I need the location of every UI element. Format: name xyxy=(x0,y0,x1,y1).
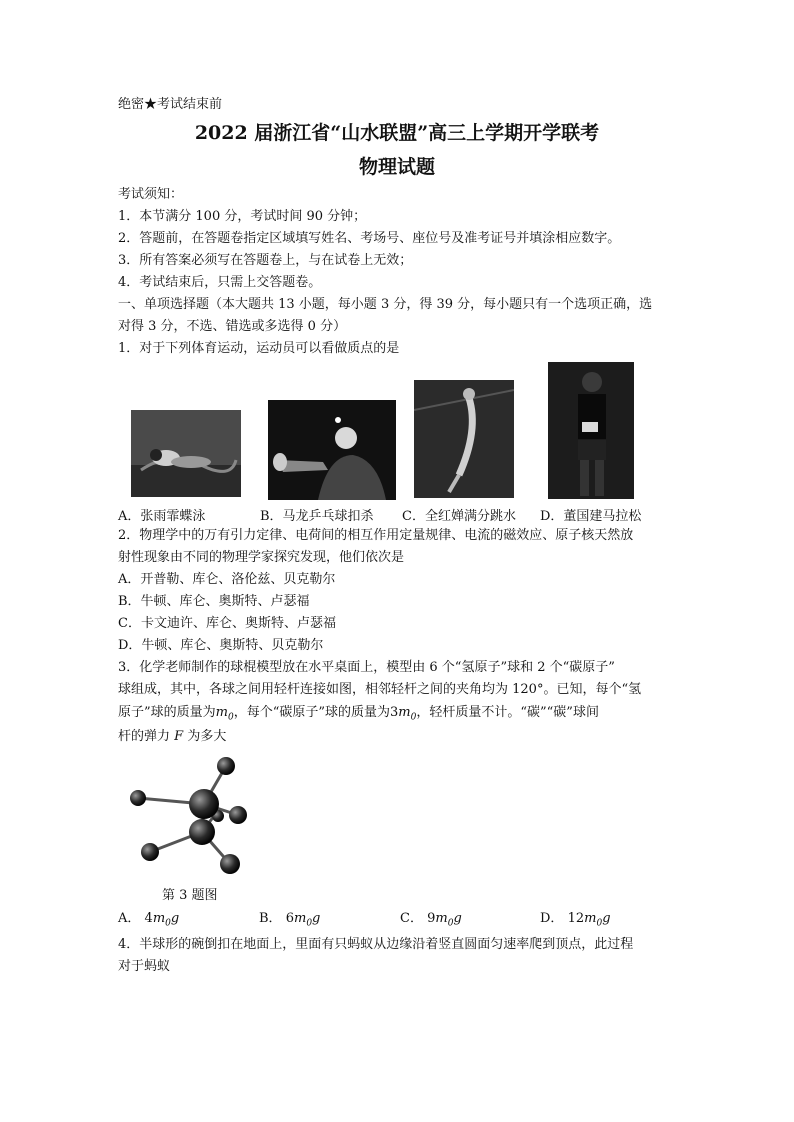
confidential-mark: 绝密★考试结束前 xyxy=(118,97,223,112)
notice-item: 3．所有答案必须写在答题卷上，与在试卷上无效； xyxy=(118,253,413,268)
question-3-mass-line: 原子”球的质量为$m_0$，每个“碳原子”球的质量为$3m_0$，轻杆质量不计。“碳”“碳”球间 xyxy=(118,705,599,723)
hydrogen-ball xyxy=(130,790,146,806)
question-2-stem-cont: 射性现象由不同的物理学家探究发现，他们依次是 xyxy=(118,550,405,565)
table-tennis-photo xyxy=(268,400,396,500)
section-heading-cont: 对得 3 分，不选、错选或多选得 0 分） xyxy=(118,319,347,334)
notice-item: 2．答题前，在答题卷指定区域填写姓名、考场号、座位号及准考证号并填涂相应数字。 xyxy=(118,231,621,246)
hydrogen-ball xyxy=(229,806,247,824)
q2-option-a: A．开普勒、库仑、洛伦兹、贝克勒尔 xyxy=(118,572,336,587)
m0-symbol: $m_0$ xyxy=(215,705,234,723)
q1-option-d: D．董国建马拉松 xyxy=(540,509,642,524)
carbon-ball xyxy=(189,819,215,845)
question-4-stem-cont: 对于蚂蚁 xyxy=(118,959,171,974)
figure-caption: 第 3 题图 xyxy=(162,888,218,903)
section-heading: 一、单项选择题（本大题共 13 小题，每小题 3 分，得 39 分，每小题只有一个选项正确，选 xyxy=(118,297,653,312)
hydrogen-ball xyxy=(220,854,240,874)
q2-option-b: B．牛顿、库仑、奥斯特、卢瑟福 xyxy=(118,594,310,609)
question-3-stem: 3．化学老师制作的球棍模型放在水平桌面上，模型由 6 个“氢原子”球和 2 个“碳原子” xyxy=(118,660,615,675)
q3-option-b: B． $6m_0g$ xyxy=(259,911,321,929)
notice-heading: 考试须知： xyxy=(118,187,184,202)
q2-option-c: C．卡文迪许、库仑、奥斯特、卢瑟福 xyxy=(118,616,336,631)
question-3-stem-cont: 球组成，其中，各球之间用轻杆连接如图，相邻轻杆之间的夹角均为 120°。已知，每个“氢 xyxy=(118,682,642,697)
q3-option-d: D． $12m_0g$ xyxy=(540,911,611,929)
force-symbol: F xyxy=(174,729,184,744)
notice-item: 1．本节满分 100 分，考试时间 90 分钟； xyxy=(118,209,367,224)
swimming-photo xyxy=(131,410,241,497)
question-3-ask: 杆的弹力 F 为多大 xyxy=(118,729,227,744)
q1-option-b: B．马龙乒乓球扣杀 xyxy=(260,509,374,524)
question-4-stem: 4．半球形的碗倒扣在地面上，里面有只蚂蚁从边缘沿着竖直圆面匀速率爬到顶点，此过程 xyxy=(118,937,634,952)
q3-option-c: C． $9m_0g$ xyxy=(400,911,462,929)
question-2-stem: 2．物理学中的万有引力定律、电荷间的相互作用定量规律、电流的磁效应、原子核天然放 xyxy=(118,528,634,543)
notice-item: 4．考试结束后，只需上交答题卷。 xyxy=(118,275,322,290)
exam-subject: 物理试题 xyxy=(358,156,435,178)
exam-title: 2022 届浙江省“山水联盟”高三上学期开学联考 xyxy=(194,122,600,144)
hydrogen-ball xyxy=(141,843,159,861)
ball-stick-model-figure xyxy=(126,752,276,882)
diving-photo xyxy=(414,380,514,498)
m0-symbol: $m_0$ xyxy=(398,705,417,723)
q3-option-a: A． $4m_0g$ xyxy=(118,911,180,929)
carbon-ball xyxy=(189,789,219,819)
q1-option-a: A．张雨霏蝶泳 xyxy=(118,509,206,524)
q1-option-c: C．全红婵满分跳水 xyxy=(402,509,516,524)
hydrogen-ball xyxy=(217,757,235,775)
marathon-photo xyxy=(548,362,634,499)
q2-option-d: D．牛顿、库仑、奥斯特、贝克勒尔 xyxy=(118,638,324,653)
question-1-stem: 1．对于下列体育运动，运动员可以看做质点的是 xyxy=(118,341,400,356)
